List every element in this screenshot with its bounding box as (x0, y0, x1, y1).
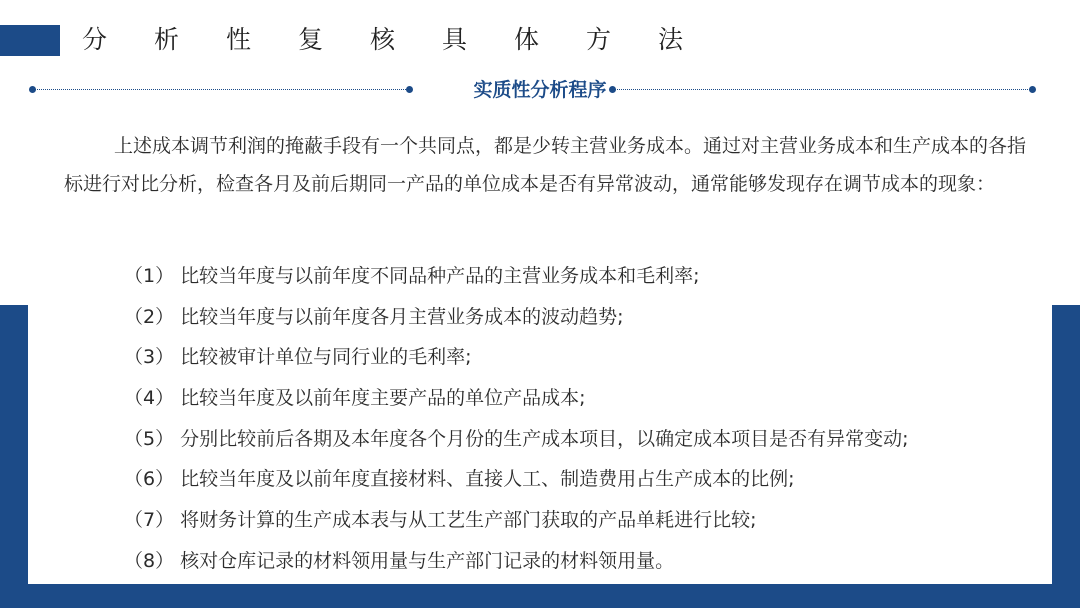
section-subtitle: 实质性分析程序 (473, 79, 607, 101)
list-item (124, 501, 1054, 542)
item-text: 将财务计算的生产成本表与从工艺生产部门获取的产品单耗进行比较; (180, 509, 757, 532)
item-number: （7） (124, 509, 175, 532)
item-number: （1） (124, 265, 175, 287)
item-number: （2） (124, 305, 175, 328)
method-list (124, 257, 1054, 583)
list-item (124, 257, 1054, 298)
list-item (124, 542, 1054, 583)
list-item (124, 298, 1054, 339)
intro-paragraph: 上述成本调节利润的掩蔽手段有一个共同点，都是少转主营业务成本。通过对主营业务成本和生产成本的各指标进行对比分析，检查各月及前后期同一产品的单位成本是否有异常波动，通常能够发现存在调节成本的现象： (64, 135, 1027, 195)
item-text: 比较当年度与以前年度不同品种产品的主营业务成本和毛利率; (180, 265, 700, 287)
list-item (124, 420, 1054, 461)
item-text: 分别比较前后各期及本年度各个月份的生产成本项目，以确定成本项目是否有异常变动; (180, 427, 909, 450)
item-text: 比较当年度及以前年度主要产品的单位产品成本; (180, 387, 586, 410)
list-item (124, 379, 1054, 420)
item-text: 比较当年度及以前年度直接材料、直接人工、制造费用占生产成本的比例; (180, 468, 795, 491)
item-number: （5） (124, 427, 175, 450)
item-text: 比较被审计单位与同行业的毛利率; (180, 346, 472, 369)
title-accent-bar (0, 25, 60, 56)
page-title: 分析性复核具体方法 (82, 25, 731, 54)
list-item (124, 338, 1054, 379)
item-text: 比较当年度与以前年度各月主营业务成本的波动趋势; (180, 305, 624, 328)
item-number: （3） (124, 346, 175, 369)
item-text: 核对仓库记录的材料领用量与生产部门记录的材料领用量。 (180, 549, 675, 572)
item-number: （8） (124, 549, 175, 572)
item-number: （4） (124, 387, 175, 410)
item-number: （6） (124, 468, 175, 491)
list-item (124, 460, 1054, 501)
